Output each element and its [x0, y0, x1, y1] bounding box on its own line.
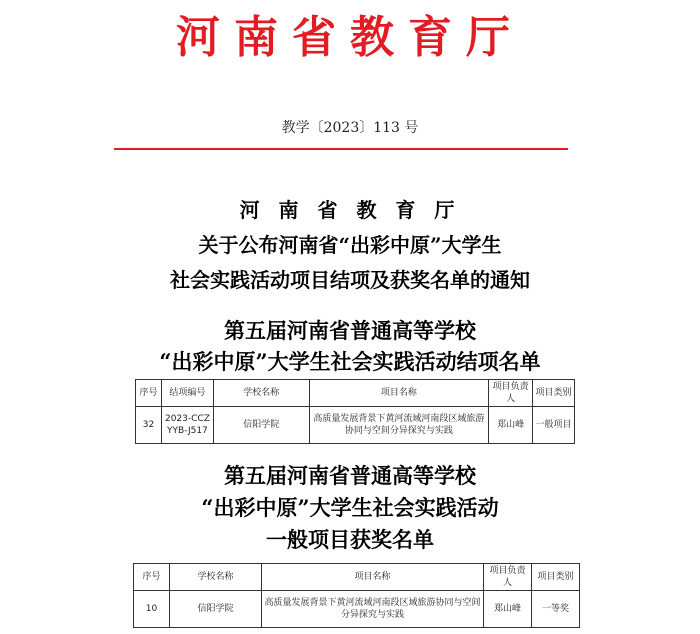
completion-list-table — [135, 379, 575, 444]
section2-title-line-3: 一般项目获奖名单 — [266, 527, 434, 552]
header-category: 项目类别 — [532, 564, 580, 591]
masthead-title: 河南省教育厅 — [176, 12, 524, 63]
header-school: 学校名称 — [170, 564, 262, 591]
cell-school: 信阳学院 — [170, 591, 262, 628]
table-row — [134, 591, 580, 628]
header-no: 序号 — [134, 564, 170, 591]
cell-code: 2023-CCZYYB-J517 — [161, 407, 213, 444]
section2-title-line-2: “出彩中原”大学生社会实践活动 — [201, 495, 499, 520]
document-number: 教学〔2023〕113 号 — [281, 120, 419, 136]
header-no: 序号 — [136, 380, 162, 407]
cell-school: 信阳学院 — [213, 407, 309, 444]
section1-title-line-1: 第五届河南省普通高等学校 — [224, 318, 476, 343]
header-project: 项目名称 — [309, 380, 489, 407]
table-row — [136, 407, 575, 444]
cell-project: 高质量发展背景下黄河流域河南段区域旅游协同与空间分异探究与实践 — [309, 407, 489, 444]
section2-title-line-1: 第五届河南省普通高等学校 — [224, 463, 476, 488]
header-project: 项目名称 — [262, 564, 484, 591]
cell-category: 一等奖 — [532, 591, 580, 628]
header-leader: 项目负责人 — [484, 564, 532, 591]
section1-title-line-2: “出彩中原”大学生社会实践活动结项名单 — [159, 349, 541, 374]
notice-title-line-2: 社会实践活动项目结项及获奖名单的通知 — [170, 268, 530, 292]
cell-no: 32 — [136, 407, 162, 444]
header-school: 学校名称 — [213, 380, 309, 407]
header-category: 项目类别 — [533, 380, 575, 407]
header-leader: 项目负责人 — [489, 380, 533, 407]
award-list-table — [133, 563, 580, 628]
table-header-row — [136, 380, 575, 407]
red-divider-line — [114, 148, 568, 150]
cell-no: 10 — [134, 591, 170, 628]
table-header-row — [134, 564, 580, 591]
cell-category: 一般项目 — [533, 407, 575, 444]
header-code: 结项编号 — [161, 380, 213, 407]
cell-project: 高质量发展背景下黄河流域河南段区域旅游协同与空间分异探究与实践 — [262, 591, 484, 628]
notice-agency: 河 南 省 教 育 厅 — [239, 198, 461, 222]
cell-leader: 郑山峰 — [484, 591, 532, 628]
notice-title-line-1: 关于公布河南省“出彩中原”大学生 — [198, 233, 502, 257]
cell-leader: 郑山峰 — [489, 407, 533, 444]
